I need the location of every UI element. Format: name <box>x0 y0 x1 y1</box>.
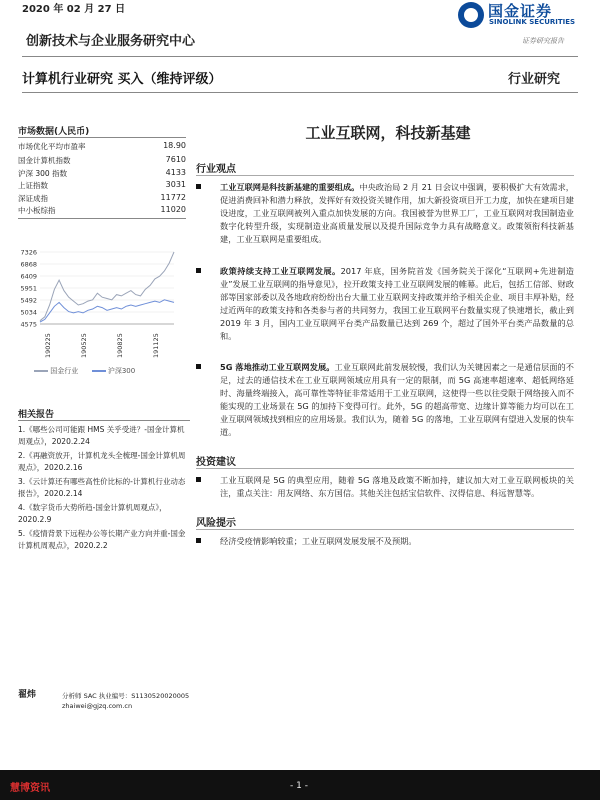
point-3-body: 工业互联网此前发展较慢，我们认为关键因素之一是通信层面的不足，过去的通信技术在工业互联网领域应用具有一定的限制，而 5G 高速率超速率、超低网络延时、海量终端接入，高可靠性等特征非常适用于工业互联网，这使得一些以往受限于网络接入而不能实现的工业场景在 5G 的加持下变得可行。此外，5G 的超高带宽、边缘计算等能力均可以在工业互联网领域找到相应的应用场景。我们认为，随着 5G 的落地，工业互联网有望进入发展的快车道。 <box>220 362 574 437</box>
market-value: 4133 <box>165 168 186 177</box>
brand-logo <box>458 2 578 32</box>
market-value: 18.90 <box>163 141 186 150</box>
section-divider <box>196 529 574 530</box>
market-label: 中小板综指 <box>18 206 56 215</box>
chart-series <box>40 252 174 322</box>
legend-label-industry: 国金行业 <box>50 367 79 375</box>
y-tick-label: 4575 <box>20 320 37 329</box>
y-tick-label: 6409 <box>20 272 37 281</box>
related-report-item[interactable]: 4.《数字货币大势所趋-国金计算机周观点》，2020.2.9 <box>18 503 167 524</box>
market-row <box>18 141 186 152</box>
market-divider <box>18 137 186 138</box>
market-row <box>18 168 186 179</box>
related-report-item[interactable]: 5.《疫情背景下远程办公等长期产业方向并重-国金计算机周观点》，2020.2.2 <box>18 529 186 550</box>
market-row <box>18 205 186 216</box>
market-label: 上证指数 <box>18 181 48 190</box>
page-number: - 1 - <box>290 781 308 791</box>
related-report-item[interactable]: 2.《再融资放开，计算机龙头全梳理-国金计算机周观点》，2020.2.16 <box>18 451 186 472</box>
index-chart <box>14 240 190 380</box>
header-divider <box>22 56 578 57</box>
footer-brand: 慧博资讯 <box>10 783 50 794</box>
market-label: 沪深 300 指数 <box>18 169 68 178</box>
y-tick-label: 7326 <box>20 248 37 257</box>
risk-body: 经济受疫情影响较重；工业互联网发展发展不及预期。 <box>220 536 417 546</box>
point-1-lead: 工业互联网是科技新基建的重要组成。 <box>220 182 360 192</box>
paragraph-invest <box>196 474 574 500</box>
market-value: 11772 <box>160 193 186 202</box>
point-2-lead: 政策持续支持工业互联网发展。 <box>220 266 341 276</box>
bullet-icon <box>196 364 201 369</box>
chart-grid <box>40 252 174 324</box>
report-type: 行业研究 <box>508 72 561 87</box>
bullet-icon <box>196 477 201 482</box>
paragraph-point-3 <box>196 361 574 439</box>
y-tick-label: 5951 <box>20 284 37 293</box>
related-report-item[interactable]: 3.《云计算还有哪些高性价比标的-计算机行业动态报告》，2020.2.14 <box>18 477 186 498</box>
market-label: 深证成指 <box>18 194 48 203</box>
section-divider <box>196 468 574 469</box>
x-tick-label: 190825 <box>116 333 124 358</box>
market-value: 3031 <box>165 180 186 189</box>
report-title: 工业互联网，科技新基建 <box>305 124 471 142</box>
bullet-icon <box>196 184 201 189</box>
header-divider-2 <box>22 92 578 93</box>
paragraph-risk <box>196 535 574 548</box>
logo-mark-icon <box>458 2 484 28</box>
market-row <box>18 193 186 204</box>
legend-swatch-hs300 <box>92 370 106 372</box>
section-heading-views: 行业观点 <box>196 164 236 175</box>
brand-name-en: SINOLINK SECURITIES <box>489 18 576 26</box>
x-tick-label: 191125 <box>152 333 160 358</box>
bullet-icon <box>196 538 201 543</box>
y-tick-label: 5034 <box>20 308 37 317</box>
market-data-title: 市场数据(人民币) <box>18 127 90 137</box>
market-divider-bottom <box>18 218 186 219</box>
brand-name-cn: 国金证券 <box>488 2 553 20</box>
point-1-body: 中央政治局 2 月 21 日会议中强调，要积极扩大有效需求，促进消费回补和潜力释放，发挥好有效投资关键作用，加大新投资项目开工力度，加快在建项目建设进度，工业互联网被列入重点加快发展的方向。我国被誉为世界工厂，工业互联网对我国制造业数字化转型升级，实现制造业高质量发展以及提升国际竞争力具有战略意义。政策领衔科技新基建，工业互联网是重要组成。 <box>220 182 574 244</box>
x-tick-label: 190225 <box>44 333 52 358</box>
x-tick-label: 190525 <box>80 333 88 358</box>
market-row <box>18 155 186 166</box>
legend-swatch-industry <box>34 370 48 372</box>
legend-label-hs300: 沪深300 <box>107 367 136 375</box>
author-email[interactable]: zhaiwei@gjzq.com.cn <box>62 702 133 710</box>
section-heading-invest: 投资建议 <box>196 457 236 468</box>
y-tick-label: 5492 <box>20 296 37 305</box>
brand-subtitle: 证券研究报告 <box>522 37 564 45</box>
chart-x-axis <box>44 333 160 358</box>
author-license: 分析师 SAC 执业编号：S1130520020005 <box>62 692 190 700</box>
paragraph-point-1 <box>196 181 574 246</box>
point-2-body: 2017 年底，国务院首发《国务院关于深化“互联网+先进制造业”发展工业互联网的指导意见》，拉开政策支持工业互联网发展的帷幕。此后，包括工信部、财政部等国家部委以及各地政府纷纷出台大量工业互联网支持政策并给予相关企业、项目丰厚补贴，经过近两年的政策支持和各类参与者的共同努力，我国工业互联网平台数量实现了快速增长，截止到 2019 年 3 月，国内工业互联网平台类产品数量已达到 269 个，超过了国外平台类产品数量的总和。 <box>220 266 574 341</box>
paragraph-point-2 <box>196 265 574 343</box>
market-value: 11020 <box>160 205 186 214</box>
report-date: 2020 年 02 月 27 日 <box>22 4 126 15</box>
related-reports-title: 相关报告 <box>18 410 55 420</box>
author-name: 翟炜 <box>18 690 37 700</box>
series-line-hs300 <box>40 300 174 322</box>
bullet-icon <box>196 268 201 273</box>
y-tick-label: 6868 <box>20 260 37 269</box>
research-center-name: 创新技术与企业服务研究中心 <box>26 34 196 49</box>
point-3-lead: 5G 落地推动工业互联网发展。 <box>220 362 335 372</box>
related-divider <box>18 420 190 421</box>
market-row <box>18 180 186 191</box>
market-label: 国金计算机指数 <box>18 156 71 165</box>
section-heading-risk: 风险提示 <box>196 518 236 529</box>
related-report-item[interactable]: 1.《哪些公司可能跟 HMS 关乎受进？-国金计算机周观点》，2020.2.24 <box>18 425 185 446</box>
chart-y-axis <box>20 249 37 329</box>
rating-line: 计算机行业研究 买入（维持评级） <box>22 72 222 87</box>
invest-body: 工业互联网是 5G 的典型应用，随着 5G 落地及政策不断加持，建议加大对工业互联网板块的关注，重点关注：用友网络、东方国信。其他关注包括宝信软件、汉得信息、科远智慧等。 <box>220 475 574 498</box>
chart-legend <box>34 366 184 376</box>
section-divider <box>196 175 574 176</box>
market-label: 市场优化平均市盈率 <box>18 142 86 151</box>
market-value: 7610 <box>165 155 186 164</box>
